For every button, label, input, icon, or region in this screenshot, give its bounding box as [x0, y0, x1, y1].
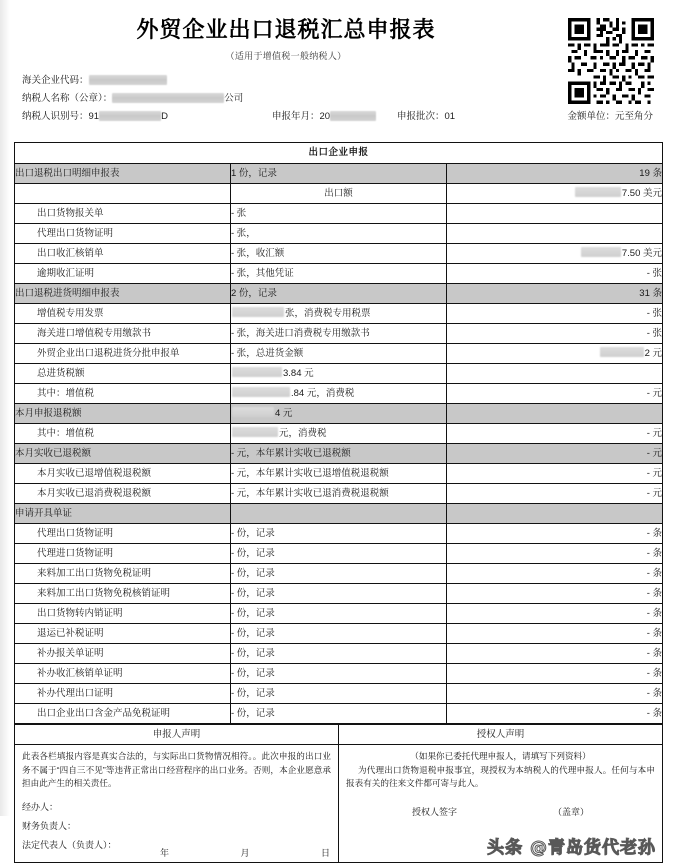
- table-row: [15, 524, 663, 544]
- batch-group: [397, 108, 455, 126]
- row-middle-text: 张，消费税专用税票: [285, 308, 371, 319]
- row-label: 本月申报退税额: [15, 404, 231, 424]
- row-right-text: 2 元: [644, 348, 662, 359]
- row-middle-value: - 张，收汇额: [231, 244, 447, 264]
- row-right-value: - 张: [447, 304, 663, 324]
- row-label: 代理出口货物证明: [15, 524, 231, 544]
- document-header: [14, 0, 663, 142]
- row-middle-text: .84 元，消费税: [291, 388, 355, 399]
- redacted-value: [232, 407, 274, 417]
- authorizer-statement-line1: （如果你已委托代理申报人，请填写下列资料）: [410, 751, 591, 761]
- row-right-value: 31 条: [447, 284, 663, 304]
- row-right-value: [447, 504, 663, 524]
- date-fields[interactable]: [160, 846, 330, 859]
- table-row: [15, 264, 663, 284]
- table-row: [15, 584, 663, 604]
- row-label: 逾期收汇证明: [15, 264, 231, 284]
- declaration-table: [14, 142, 663, 724]
- taxpayer-name-label: 纳税人名称（公章）：: [22, 93, 113, 104]
- date-month-label: 月: [240, 848, 250, 858]
- row-label: 补办收汇核销单证明: [15, 664, 231, 684]
- row-middle-value: [231, 304, 447, 324]
- customs-code-value-redacted: [89, 75, 167, 85]
- taxpayer-name-suffix: 公司: [224, 93, 244, 104]
- row-right-value: [447, 244, 663, 264]
- meta-row-customs-code: [22, 72, 655, 90]
- row-right-value: - 条: [447, 604, 663, 624]
- row-label: 本月实收已退税额: [15, 444, 231, 464]
- table-row: [15, 484, 663, 504]
- row-middle-value: - 张: [231, 204, 447, 224]
- authorizer-statement-line2: 为代理出口货物退税申报事宜，现授权为本纳税人的代理申报人。任何与本申报表有关的往来文件都可寄与此人。: [346, 764, 655, 788]
- table-row: [15, 184, 663, 204]
- authorizer-statement-cell: [339, 745, 663, 863]
- row-right-value: - 条: [447, 664, 663, 684]
- row-right-value: [447, 224, 663, 244]
- legal-representative-signature-line[interactable]: 法定代表人（负责人）：: [22, 839, 117, 850]
- row-middle-value: - 份，记录: [231, 664, 447, 684]
- row-middle-text: 4 元: [275, 408, 293, 419]
- table-row: [15, 684, 663, 704]
- table-row: [15, 464, 663, 484]
- row-label: 来料加工出口货物免税核销证明: [15, 584, 231, 604]
- row-label: 补办代理出口证明: [15, 684, 231, 704]
- row-middle-text: 元，消费税: [279, 428, 327, 439]
- operator-signature-line[interactable]: 经办人：: [22, 801, 59, 812]
- row-right-value: - 条: [447, 564, 663, 584]
- watermark-text: 头条 @青岛货代老孙: [487, 838, 656, 858]
- meta-row-taxpayer-name: [22, 90, 655, 108]
- table-row: [15, 544, 663, 564]
- row-label: 代理出口货物证明: [15, 224, 231, 244]
- table-row: [15, 564, 663, 584]
- row-middle-value: - 份，记录: [231, 564, 447, 584]
- row-label: 本月实收已退消费税退税额: [15, 484, 231, 504]
- authorizer-statement-title: 授权人声明: [339, 725, 663, 745]
- row-middle-value: - 份，记录: [231, 704, 447, 724]
- declaration-heads-row: [15, 725, 663, 745]
- declarant-statement-text: 此表各栏填报内容是真实合法的，与实际出口货物情况相符。。此次申报的出口业务不属于“四自三不见”等违背正常出口经营程序的出口业务。否则，本企业愿意承担由此产生的相关责任。: [22, 751, 331, 788]
- taxpayer-id-prefix: 91: [88, 111, 100, 122]
- table-row: [15, 604, 663, 624]
- amount-unit-group: [567, 108, 653, 126]
- meta-row-identifiers: [22, 108, 655, 126]
- declarant-statement-body: [15, 745, 338, 862]
- row-right-value: - 条: [447, 544, 663, 564]
- table-row: [15, 644, 663, 664]
- redacted-value: [232, 367, 282, 377]
- row-middle-text: 3.84 元: [283, 368, 314, 379]
- page-subtitle: （适用于增值税一般纳税人）: [225, 51, 347, 62]
- row-label: 出口退税进货明细申报表: [15, 284, 231, 304]
- taxpayer-id-value-redacted: [99, 111, 161, 121]
- table-row: [15, 344, 663, 364]
- table-row: [15, 664, 663, 684]
- redacted-value: [600, 347, 644, 357]
- row-middle-value: - 份，记录: [231, 544, 447, 564]
- row-label: 其中：增值税: [15, 384, 231, 404]
- row-label: 外贸企业出口退税进货分批申报单: [15, 344, 231, 364]
- table-row: [15, 704, 663, 724]
- row-label: 其中：增值税: [15, 424, 231, 444]
- row-label: 总进货税额: [15, 364, 231, 384]
- row-middle-value: 2 份，记录: [231, 284, 447, 304]
- row-right-value: - 元: [447, 444, 663, 464]
- table-row: [15, 164, 663, 184]
- date-year-label: 年: [160, 848, 170, 858]
- row-label: 出口货物报关单: [15, 204, 231, 224]
- row-middle-value: - 元，本年累计实收已退消费税退税额: [231, 484, 447, 504]
- table-row: [15, 324, 663, 344]
- page-title: 外贸企业出口退税汇总申报表: [136, 18, 436, 43]
- batch-value: 01: [444, 111, 456, 122]
- table-row: [15, 504, 663, 524]
- row-middle-value: - 张，: [231, 224, 447, 244]
- row-label: 出口企业出口含金产品免税证明: [15, 704, 231, 724]
- row-right-value: - 元: [447, 424, 663, 444]
- batch-label: 申报批次：: [397, 111, 445, 122]
- row-right-value: - 元: [447, 384, 663, 404]
- row-label: 出口货物转内销证明: [15, 604, 231, 624]
- row-middle-value: - 份，记录: [231, 684, 447, 704]
- row-right-value: - 条: [447, 684, 663, 704]
- declaration-statements-body: [15, 725, 663, 863]
- table-row: [15, 364, 663, 384]
- row-middle-value: - 份，记录: [231, 524, 447, 544]
- row-right-value: [447, 364, 663, 384]
- row-middle-value: - 份，记录: [231, 624, 447, 644]
- row-label: 增值税专用发票: [15, 304, 231, 324]
- declaration-rows-host: [15, 164, 663, 724]
- header-meta-fields: [22, 72, 655, 126]
- row-right-value: 19 条: [447, 164, 663, 184]
- row-middle-value: - 份，记录: [231, 584, 447, 604]
- row-right-value: [447, 344, 663, 364]
- row-label: 来料加工出口货物免税证明: [15, 564, 231, 584]
- row-right-value: [447, 184, 663, 204]
- row-middle-value: - 张，其他凭证: [231, 264, 447, 284]
- table-section-header-row: [15, 143, 663, 164]
- declaration-statements-table: [14, 724, 663, 863]
- redacted-value: [232, 387, 290, 397]
- amount-unit-label: 金额单位：: [567, 111, 615, 122]
- row-right-value: - 条: [447, 704, 663, 724]
- table-row: [15, 284, 663, 304]
- finance-officer-signature-line[interactable]: 财务负责人：: [22, 820, 77, 831]
- row-right-value: - 张: [447, 264, 663, 284]
- row-label: 补办报关单证明: [15, 644, 231, 664]
- row-right-value: - 张: [447, 324, 663, 344]
- taxpayer-id-suffix: D: [161, 111, 168, 122]
- redacted-value: [575, 187, 621, 197]
- row-middle-value: - 张，总进货金额: [231, 344, 447, 364]
- row-middle-value: - 元，本年累计实收已退增值税退税额: [231, 464, 447, 484]
- row-middle-value: [231, 504, 447, 524]
- authorizer-seal-label: （盖章）: [552, 806, 589, 817]
- row-middle-value: [231, 364, 447, 384]
- row-label: 申请开具单证: [15, 504, 231, 524]
- row-right-value: [447, 404, 663, 424]
- authorizer-statement-body: [339, 745, 662, 862]
- row-middle-value: [231, 384, 447, 404]
- table-row: [15, 624, 663, 644]
- authorizer-signature-label: 授权人签字: [411, 806, 457, 817]
- table-row: [15, 444, 663, 464]
- row-middle-value: 出口额: [231, 184, 447, 204]
- row-label: 代理进口货物证明: [15, 544, 231, 564]
- row-middle-value: - 份，记录: [231, 644, 447, 664]
- row-label: 海关进口增值税专用缴款书: [15, 324, 231, 344]
- row-middle-value: [231, 424, 447, 444]
- row-right-text: 7.50 美元: [621, 248, 662, 259]
- table-row: [15, 384, 663, 404]
- row-right-value: - 条: [447, 584, 663, 604]
- row-label: 出口收汇核销单: [15, 244, 231, 264]
- date-day-label: 日: [320, 848, 330, 858]
- period-group: [272, 108, 376, 126]
- redacted-value: [581, 247, 621, 257]
- period-value-redacted: [330, 111, 376, 121]
- declarant-statement-title: 申报人声明: [15, 725, 339, 745]
- row-label: [15, 184, 231, 204]
- row-right-value: - 元: [447, 484, 663, 504]
- declarant-statement-cell: [15, 745, 339, 863]
- row-middle-value: - 份，记录: [231, 604, 447, 624]
- section-title-cell: 出口企业申报: [15, 143, 663, 164]
- period-prefix: 20: [319, 111, 331, 122]
- customs-code-label: 海关企业代码：: [22, 75, 89, 86]
- row-middle-value: [231, 404, 447, 424]
- taxpayer-name-value-redacted: [112, 93, 224, 103]
- declaration-bodies-row: [15, 745, 663, 863]
- redacted-value: [232, 307, 284, 317]
- row-right-value: - 条: [447, 624, 663, 644]
- row-right-text: 7.50 美元: [621, 188, 662, 199]
- table-row: [15, 204, 663, 224]
- row-label: 退运已补税证明: [15, 624, 231, 644]
- amount-unit-value: 元至角分: [614, 111, 653, 122]
- redacted-value: [232, 427, 278, 437]
- row-label: 本月实收已退增值税退税额: [15, 464, 231, 484]
- row-middle-value: - 张，海关进口消费税专用缴款书: [231, 324, 447, 344]
- page-edge-shadow: [0, 0, 10, 816]
- table-row: [15, 404, 663, 424]
- row-label: 出口退税出口明细申报表: [15, 164, 231, 184]
- row-middle-value: 1 份，记录: [231, 164, 447, 184]
- taxpayer-id-label: 纳税人识别号：: [22, 111, 89, 122]
- declaration-table-body: [15, 143, 663, 164]
- table-row: [15, 224, 663, 244]
- period-label: 申报年月：: [272, 111, 320, 122]
- row-right-value: - 条: [447, 644, 663, 664]
- row-right-value: - 元: [447, 464, 663, 484]
- table-row: [15, 424, 663, 444]
- table-row: [15, 304, 663, 324]
- row-right-value: - 条: [447, 524, 663, 544]
- taxpayer-id-group: [22, 108, 168, 126]
- table-row: [15, 244, 663, 264]
- row-middle-value: - 元，本年累计实收已退税额: [231, 444, 447, 464]
- row-right-value: [447, 204, 663, 224]
